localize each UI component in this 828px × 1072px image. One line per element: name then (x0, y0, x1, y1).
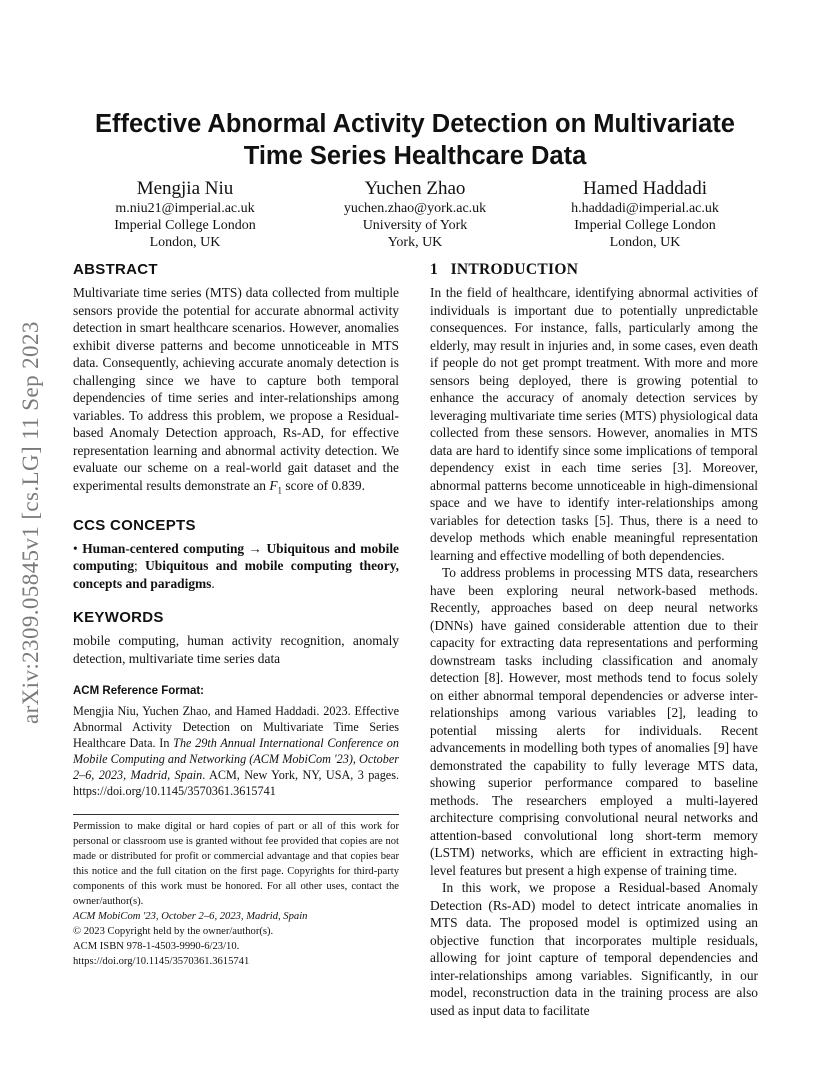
acm-reference-publisher: . ACM, New York, NY, USA, 3 pages. https://doi.org/10.1145/3570361.3615741 (73, 767, 399, 798)
intro-paragraph-2: To address problems in processing MTS data, researchers have been exploring neural network-based methods. Recently, approaches based on deep neural networks (DNNs) have gained considerable attention due to their capacity for extracting data representations and performing downstream tasks including classification and anomaly detection [8]. However, most methods tend to focus solely on either abnormal temporal dependencies or adverse inter-relationships among various variables [2], leading to potential missing alerts for individuals. Recent advancements in modelling both types of anomalies [9] have demonstrated the capability to fully leverage MTS data, showing superior performance compared to baseline methods. The researchers employed a multi-layered architecture comprising convolutional neural networks and attention-based convolutional long short-term memory (LSTM) networks, which are efficient in extracting high-level features but present a high expense of training time. (430, 565, 758, 878)
introduction-heading: 1 INTRODUCTION (430, 261, 579, 278)
copyright-line: © 2023 Copyright held by the owner/author(s). (73, 926, 274, 937)
author-location: York, UK (387, 235, 443, 250)
intro-paragraph-3: In this work, we propose a Residual-based Anomaly Detection (Rs-AD) model to detect intricate anomalies in MTS data. The proposed model is optimized using an objective function that incorporates multiple residuals, allowing for joint capture of temporal dependencies and inter-relationships among variables. Significantly, in our model, reconstruction data in the training process are also used as input data to facilitate (430, 880, 758, 1018)
abstract-body: Multivariate time series (MTS) data collected from multiple sensors provide the potential for accurate abnormal activity detection in smart healthcare scenarios. However, anomalies exhibit diverse patterns and become unnoticeable in MTS data. Consequently, achieving accurate anomaly detection is challenging since we have to capture both temporal dependencies of time series and inter-relationships among variables. To address this problem, we propose a Residual-based Anomaly Detection approach, Rs-AD, for effective representation learning and abnormal activity detection. We evaluate our scheme on a real-world gait dataset and the experimental results demonstrate an (73, 285, 399, 493)
f-score-symbol: F (269, 477, 278, 493)
author-name: Hamed Haddadi (583, 178, 707, 199)
author-location: London, UK (149, 235, 221, 250)
author-3 (530, 178, 760, 251)
f-score-subscript: 1 (277, 485, 283, 496)
intro-paragraph-1: In the field of healthcare, identifying abnormal activities of individuals is important due to potentially unpredictable consequences. For instance, falls, particularly among the elderly, may result in injuries and, in some cases, even death if people do not get prompt treatment. With more and more sensors being deployed, there is growing potential to enhance the accuracy of anomaly detection services by leveraging multivariate time series (MTS) physiological data collected from these sensors. However, anomalies in MTS data are hard to identify since some implications of temporal dependency exist in each time series [3]. Moreover, abnormal patterns become unnoticeable in high-dimensional space and we have to identify inter-relationships among variables for detection tasks [5]. Thus, there is a need to develop methods which enable meaningful representation learning and effective modelling of both dependencies. (430, 285, 758, 563)
doi-link[interactable]: https://doi.org/10.1145/3570361.3615741 (73, 956, 250, 967)
ccs-bullet: • (73, 540, 78, 556)
keywords-text: mobile computing, human activity recognition, anomaly detection, multivariate time series data (73, 633, 399, 666)
acm-reference-text (73, 703, 399, 799)
ccs-concept-1: Human-centered computing → Ubiquitous and mobile computing (73, 540, 399, 574)
author-affiliation: Imperial College London (114, 218, 256, 233)
author-1 (70, 178, 300, 251)
author-2 (300, 178, 530, 251)
isbn-line: ACM ISBN 978-1-4503-9990-6/23/10. (73, 941, 240, 952)
ccs-text (73, 540, 399, 593)
right-column (430, 260, 758, 1019)
ccs-concept-2: Ubiquitous and mobile computing theory, concepts and paradigms (73, 558, 399, 591)
ccs-heading: CCS CONCEPTS (73, 516, 196, 534)
acm-reference-venue: The 29th Annual International Conference on Mobile Computing and Networking (ACM MobiCom '23), October 2–6, 2023, Madrid, Spain (73, 735, 399, 782)
author-affiliation: University of York (362, 218, 468, 233)
abstract-body-end: score of 0.839. (282, 477, 365, 493)
conference-info: ACM MobiCom '23, October 2–6, 2023, Madrid, Spain (73, 911, 308, 922)
left-column (73, 260, 399, 799)
author-location: London, UK (609, 235, 681, 250)
copyright-footnote (73, 814, 399, 969)
keywords-heading: KEYWORDS (73, 609, 164, 627)
ccs-separator: ; (134, 558, 146, 574)
author-email: m.niu21@imperial.ac.uk (115, 201, 255, 216)
abstract-text (73, 284, 399, 500)
paper-title: Effective Abnormal Activity Detection on Multivariate Time Series Healthcare Data (95, 110, 735, 170)
author-affiliation: Imperial College London (574, 218, 716, 233)
abstract-heading: ABSTRACT (73, 261, 158, 278)
permission-notice: Permission to make digital or hard copies of part or all of this work for personal or classroom use is granted without fee provided that copies are not made or distributed for profit or commercial advantage and that copies bear this notice and the full citation on the first page. Copyrights for third-party components of this work must be honored. For all other uses, contact the owner/author(s). (73, 821, 399, 907)
ccs-end: . (211, 575, 215, 591)
author-block (70, 178, 760, 258)
author-email: h.haddadi@imperial.ac.uk (571, 201, 719, 216)
author-name: Mengjia Niu (136, 178, 234, 199)
author-email: yuchen.zhao@york.ac.uk (343, 201, 487, 216)
acm-reference-heading: ACM Reference Format: (73, 685, 204, 698)
arxiv-identifier-stamp: arXiv:2309.05845v1 [cs.LG] 11 Sep 2023 (18, 321, 43, 725)
acm-reference-authors: Mengjia Niu, Yuchen Zhao, and Hamed Haddadi. 2023. Effective Abnormal Activity Detection on Multivariate Time Series Healthcare Data. In (73, 703, 399, 750)
author-name: Yuchen Zhao (364, 178, 466, 199)
